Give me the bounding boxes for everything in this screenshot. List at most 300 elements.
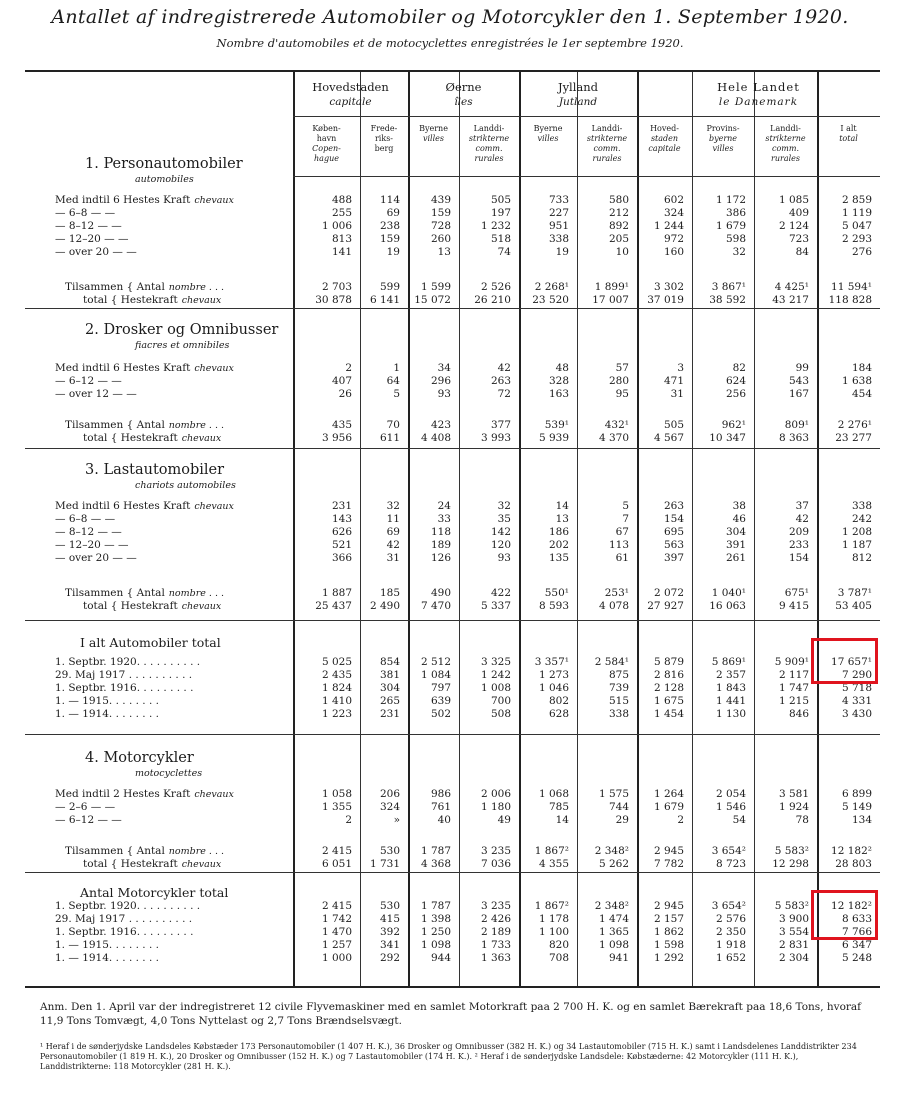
row-label: total { Hestekraft chevaux [83,294,222,306]
table-cell: 505 [663,419,684,431]
table-cell: 14 [555,500,569,512]
table-cell: 739 [608,682,629,694]
table-cell: 611 [379,432,400,444]
table-cell: 1 242 [480,669,511,681]
table-cell: 2 415 [321,900,352,912]
table-cell: 26 210 [474,294,511,306]
row-label: — 8–12 — — [55,526,122,538]
table-cell: 415 [379,913,400,925]
table-cell: 19 [386,246,400,258]
table-cell: 2 490 [369,600,400,612]
table-cell: 7 036 [480,858,511,870]
table-cell: 1 731 [369,858,400,870]
table-cell: 695 [663,526,684,538]
table-cell: 628 [548,708,569,720]
row-label: 1. Septbr. 1916. . . . . . . . . [55,926,194,938]
table-cell: 1 058 [321,788,352,800]
table-cell: 3 [677,362,684,374]
table-cell: 599 [379,281,400,293]
table-cell: 1 598 [653,939,684,951]
table-cell: 4 331 [841,695,872,707]
table-cell: 986 [430,788,451,800]
table-cell: 261 [725,552,746,564]
table-cell: 2 512 [420,656,451,668]
table-cell: 2 268¹ [534,281,569,293]
table-cell: 31 [386,552,400,564]
table-cell: 1 355 [321,801,352,813]
row-label: Med indtil 2 Hestes Kraft chevaux [55,788,234,800]
row-label: Tilsammen { Antal nombre . . . [65,281,225,293]
table-cell: 209 [788,526,809,538]
row-label: — 2–6 — — [55,801,116,813]
table-cell: 159 [430,207,451,219]
table-cell: 38 592 [709,294,746,306]
section-subtitle-cabs-buses: fiacres et omnibiles [135,340,230,351]
table-cell: 2 117 [778,669,809,681]
table-cell: 1 172 [715,194,746,206]
table-cell: 2 128 [653,682,684,694]
table-cell: 338 [851,500,872,512]
row-label: — 6–12 — — [55,375,122,387]
table-cell: 338 [608,708,629,720]
table-row [25,281,880,294]
table-cell: 580 [608,194,629,206]
table-cell: 377 [490,419,511,431]
table-cell: 846 [788,708,809,720]
table-cell: 49 [497,814,511,826]
table-row [25,233,880,246]
table-cell: 15 072 [414,294,451,306]
table-cell: 28 803 [835,858,872,870]
column-header: Frede- riks- berg [370,124,398,153]
table-cell: 35 [497,513,511,525]
table-cell: 7 766 [841,926,872,938]
table-cell: 72 [497,388,511,400]
table-cell: 3 654² [711,845,746,857]
group-header-capital: Hovedstaden capitale [312,80,389,108]
table-cell: 386 [725,207,746,219]
column-header: I alt total [839,124,858,143]
table-row [25,656,880,669]
table-cell: 391 [725,539,746,551]
table-cell: 3 302 [653,281,684,293]
table-cell: 341 [379,939,400,951]
table-row [25,695,880,708]
table-cell: 197 [490,207,511,219]
table-cell: 154 [663,513,684,525]
table-cell: 2 350 [715,926,746,938]
row-label: 1. — 1915. . . . . . . . [55,939,159,951]
table-cell: 5 869¹ [711,656,746,668]
table-cell: 875 [608,669,629,681]
table-cell: 944 [430,952,451,964]
table-cell: 508 [490,708,511,720]
table-cell: 802 [548,695,569,707]
row-label: — 8–12 — — [55,220,122,232]
table-row [25,419,880,432]
table-row [25,600,880,613]
table-cell: 5 248 [841,952,872,964]
table-cell: 2 426 [480,913,511,925]
table-cell: 1 257 [321,939,352,951]
table-cell: 227 [548,207,569,219]
table-cell: 120 [490,539,511,551]
row-label: Tilsammen { Antal nombre . . . [65,419,225,431]
table-cell: 381 [379,669,400,681]
table-cell: 598 [725,233,746,245]
table-cell: 19 [555,246,569,258]
table-cell: 13 [437,246,451,258]
table-cell: 167 [788,388,809,400]
table-cell: 5 879 [653,656,684,668]
table-cell: 539¹ [544,419,569,431]
table-cell: 5 025 [321,656,352,668]
table-cell: 231 [331,500,352,512]
table-cell: 48 [555,362,569,374]
table-cell: 2 584¹ [594,656,629,668]
table-cell: 2 054 [715,788,746,800]
table-cell: 82 [732,362,746,374]
table-cell: 1 546 [715,801,746,813]
table-cell: 37 [795,500,809,512]
table-cell: 505 [490,194,511,206]
table-cell: 1 098 [420,939,451,951]
table-cell: 1 100 [538,926,569,938]
table-cell: 812 [851,552,872,564]
statistics-table [25,70,880,988]
table-cell: 2 526 [480,281,511,293]
table-cell: 1 273 [538,669,569,681]
table-cell: 74 [497,246,511,258]
table-cell: 206 [379,788,400,800]
table-row [25,220,880,233]
section-title-passenger-cars: 1. Personautomobiler [85,156,243,172]
table-cell: 1 250 [420,926,451,938]
table-cell: 7 290 [841,669,872,681]
table-cell: 29 [615,814,629,826]
table-cell: 941 [608,952,629,964]
table-cell: 439 [430,194,451,206]
table-cell: 324 [663,207,684,219]
table-cell: 141 [331,246,352,258]
row-label: 1. — 1914. . . . . . . . [55,708,159,720]
table-cell: 409 [788,207,809,219]
table-cell: 422 [490,587,511,599]
table-cell: 3 581 [778,788,809,800]
table-cell: 134 [851,814,872,826]
group-header-jutland: Jylland Jutland [557,80,599,108]
table-row [25,682,880,695]
table-cell: 304 [379,682,400,694]
table-cell: 1 008 [480,682,511,694]
table-cell: 42 [386,539,400,551]
table-cell: 6 899 [841,788,872,800]
page-subtitle: Nombre d'automobiles et de motocyclettes enregistrées le 1er septembre 1920. [216,36,684,50]
section-title-all-motorcycles: Antal Motorcykler total [80,885,229,900]
table-cell: 33 [437,513,451,525]
table-cell: 2 304 [778,952,809,964]
highlight-box-total-motorcycles [811,890,878,940]
table-cell: 1 215 [778,695,809,707]
table-cell: 5 939 [538,432,569,444]
table-cell: 17 657¹ [831,656,872,668]
table-cell: 502 [430,708,451,720]
table-cell: 624 [725,375,746,387]
table-cell: 3 357¹ [534,656,569,668]
table-cell: 114 [379,194,400,206]
table-cell: 185 [379,587,400,599]
table-cell: 292 [379,952,400,964]
table-cell: 2 189 [480,926,511,938]
table-cell: 5 [622,500,629,512]
table-cell: 8 363 [778,432,809,444]
table-cell: 2 435 [321,669,352,681]
table-row [25,939,880,952]
row-label: total { Hestekraft chevaux [83,600,222,612]
table-cell: 1 474 [598,913,629,925]
table-cell: 1 410 [321,695,352,707]
table-cell: 543 [788,375,809,387]
table-cell: 93 [437,388,451,400]
table-cell: 11 594¹ [831,281,872,293]
table-cell: 6 347 [841,939,872,951]
table-cell: 10 347 [709,432,746,444]
table-row [25,952,880,965]
table-row [25,788,880,801]
row-label: 29. Maj 1917 . . . . . . . . . . [55,669,193,681]
table-row [25,913,880,926]
table-cell: 10 [615,246,629,258]
table-cell: 84 [795,246,809,258]
table-cell: 4 567 [653,432,684,444]
table-cell: 43 217 [772,294,809,306]
table-cell: 23 520 [532,294,569,306]
rule [293,116,880,117]
table-cell: 13 [555,513,569,525]
table-cell: 32 [497,500,511,512]
table-cell: 113 [608,539,629,551]
table-cell: 1 046 [538,682,569,694]
table-cell: 1 264 [653,788,684,800]
table-row [25,801,880,814]
table-cell: 99 [795,362,809,374]
table-cell: 733 [548,194,569,206]
table-cell: 3 554 [778,926,809,938]
table-cell: 2 703 [321,281,352,293]
table-cell: 2 816 [653,669,684,681]
table-row [25,900,880,913]
table-cell: 64 [386,375,400,387]
table-row [25,845,880,858]
row-label: 1. — 1915. . . . . . . . [55,695,159,707]
table-cell: 2 [677,814,684,826]
table-cell: 202 [548,539,569,551]
table-cell: 2 357 [715,669,746,681]
column-header: Byerne villes [419,124,448,143]
table-cell: 1 223 [321,708,352,720]
table-cell: 1 398 [420,913,451,925]
table-cell: 8 633 [841,913,872,925]
table-cell: 1 098 [598,939,629,951]
table-cell: 892 [608,220,629,232]
table-cell: 744 [608,801,629,813]
table-cell: 4 368 [420,858,451,870]
table-cell: 972 [663,233,684,245]
table-cell: 7 470 [420,600,451,612]
table-row [25,294,880,307]
table-row [25,362,880,375]
table-cell: 8 723 [715,858,746,870]
table-cell: 69 [386,207,400,219]
row-label: total { Hestekraft chevaux [83,432,222,444]
table-cell: 2 576 [715,913,746,925]
table-cell: 142 [490,526,511,538]
table-cell: 1 652 [715,952,746,964]
table-cell: 563 [663,539,684,551]
table-cell: 550¹ [544,587,569,599]
table-cell: 2 072 [653,587,684,599]
table-cell: 2 124 [778,220,809,232]
table-cell: 4 408 [420,432,451,444]
table-cell: 1 679 [653,801,684,813]
table-cell: 675¹ [784,587,809,599]
table-cell: 1 733 [480,939,511,951]
table-cell: 1 119 [841,207,872,219]
row-label: 29. Maj 1917 . . . . . . . . . . [55,913,193,925]
row-label: — over 20 — — [55,552,137,564]
page-title: Antallet af indregistrerede Automobiler og Motorcykler den 1. September 1920. [51,6,849,28]
table-cell: 67 [615,526,629,538]
table-cell: 53 405 [835,600,872,612]
section-divider [25,448,880,449]
table-cell: 1 638 [841,375,872,387]
table-cell: 2 157 [653,913,684,925]
table-cell: 5 583² [774,845,809,857]
table-row [25,246,880,259]
table-cell: 5 262 [598,858,629,870]
table-cell: 26 [338,388,352,400]
table-cell: 31 [670,388,684,400]
table-cell: 2 945 [653,845,684,857]
table-cell: 253¹ [604,587,629,599]
table-cell: 1 232 [480,220,511,232]
table-cell: 69 [386,526,400,538]
table-cell: 3 430 [841,708,872,720]
table-cell: 5 909¹ [774,656,809,668]
row-label: Med indtil 6 Hestes Kraft chevaux [55,500,234,512]
table-cell: 1 470 [321,926,352,938]
table-cell: 93 [497,552,511,564]
table-cell: 46 [732,513,746,525]
table-cell: 5 [393,388,400,400]
table-cell: 2 348² [594,900,629,912]
table-cell: 3 787¹ [837,587,872,599]
table-row [25,669,880,682]
table-cell: 233 [788,539,809,551]
table-cell: 242 [851,513,872,525]
table-cell: 57 [615,362,629,374]
table-cell: 184 [851,362,872,374]
table-cell: 1 867² [534,845,569,857]
table-cell: 135 [548,552,569,564]
table-cell: 1 742 [321,913,352,925]
section-divider [25,620,880,621]
table-cell: 1 085 [778,194,809,206]
table-cell: 7 [622,513,629,525]
table-cell: 1 843 [715,682,746,694]
table-row [25,194,880,207]
table-row [25,432,880,445]
table-cell: 1 292 [653,952,684,964]
table-row [25,858,880,871]
table-row [25,526,880,539]
rule [293,176,880,177]
table-cell: 530 [379,900,400,912]
column-header: Landdi- strikterne comm. rurales [468,124,510,163]
table-cell: 265 [379,695,400,707]
table-cell: 761 [430,801,451,813]
table-cell: 263 [663,500,684,512]
table-cell: 723 [788,233,809,245]
table-cell: 1 862 [653,926,684,938]
table-cell: 16 063 [709,600,746,612]
section-subtitle-motorcycles: motocyclettes [135,768,203,779]
table-cell: 1 [393,362,400,374]
table-cell: 530 [379,845,400,857]
section-subtitle-passenger-cars: automobiles [135,174,194,185]
table-cell: 324 [379,801,400,813]
table-cell: 160 [663,246,684,258]
table-cell: 70 [386,419,400,431]
table-cell: 1 040¹ [711,587,746,599]
table-cell: 820 [548,939,569,951]
table-cell: 27 927 [647,600,684,612]
table-cell: 9 415 [778,600,809,612]
table-cell: 1 454 [653,708,684,720]
table-row [25,207,880,220]
table-cell: 17 007 [592,294,629,306]
table-cell: 6 051 [321,858,352,870]
table-cell: 3 900 [778,913,809,925]
table-cell: 37 019 [647,294,684,306]
table-cell: 5 718 [841,682,872,694]
table-cell: 25 437 [315,600,352,612]
table-cell: 4 078 [598,600,629,612]
table-cell: 205 [608,233,629,245]
table-cell: 143 [331,513,352,525]
table-row [25,587,880,600]
row-label: — over 12 — — [55,388,137,400]
table-cell: 118 828 [828,294,872,306]
table-cell: 1 441 [715,695,746,707]
table-cell: 435 [331,419,352,431]
row-label: — 12–20 — — [55,233,129,245]
table-cell: 1 178 [538,913,569,925]
table-cell: 3 325 [480,656,511,668]
table-cell: 2 415 [321,845,352,857]
section-title-cabs-buses: 2. Drosker og Omnibusser [85,322,279,338]
table-cell: 3 956 [321,432,352,444]
table-cell: 3 235 [480,845,511,857]
table-cell: 515 [608,695,629,707]
table-cell: 854 [379,656,400,668]
table-cell: 1 180 [480,801,511,813]
table-cell: 1 787 [420,900,451,912]
table-cell: 392 [379,926,400,938]
table-cell: 11 [386,513,400,525]
table-cell: 951 [548,220,569,232]
table-row [25,500,880,513]
